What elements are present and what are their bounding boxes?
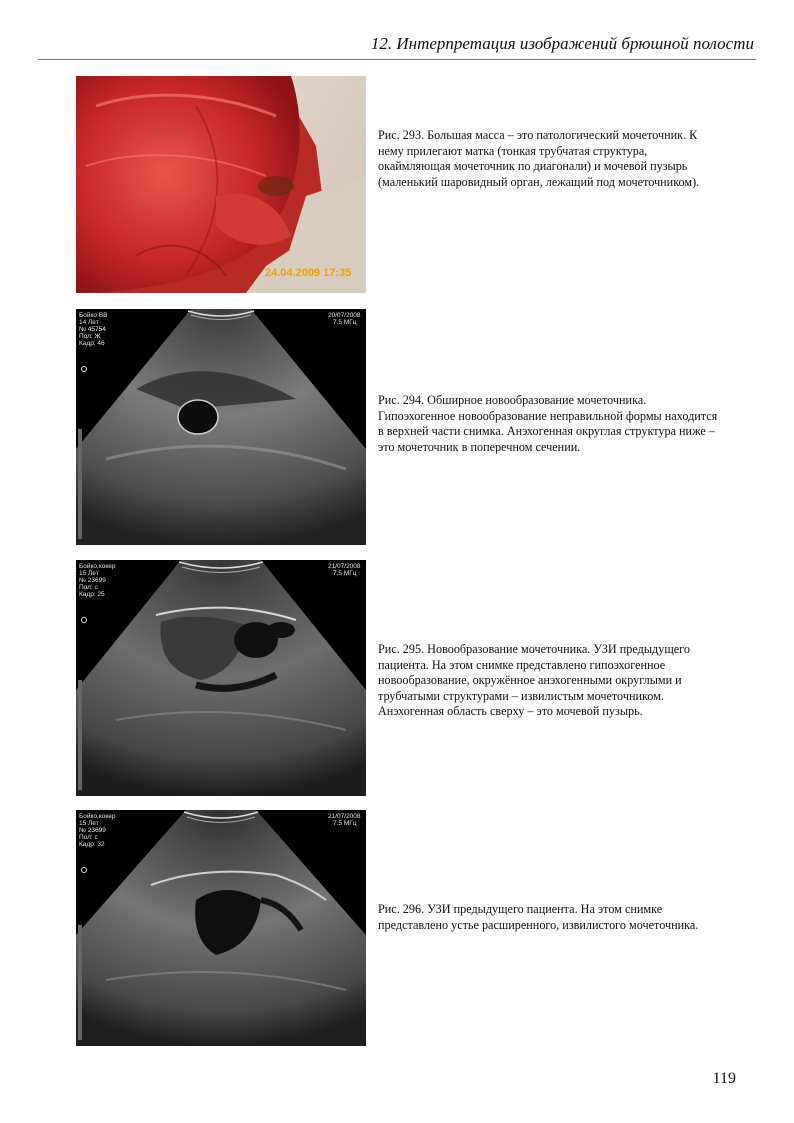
page-number: 119 [712, 1070, 736, 1087]
us-info-right-0: 21/07/2008 [328, 563, 361, 570]
us-info-left-2: № 23699 [79, 577, 106, 584]
us-info-left-1: 15 Лет [79, 820, 99, 827]
figure-296-ultrasound [76, 810, 366, 1046]
us-info-right-1: 7.5 МГц [333, 319, 357, 326]
us-info-left-4: Кадр: 25 [79, 591, 105, 598]
us-info-left-2: № 45754 [79, 326, 106, 333]
caption-294: Рис. 294. Обширное новообразование мочеточника. Гипоэхогенное новообразование неправильной формы находится в верхней части снимка. Анэхогенная округлая структура ниже – это мочеточник в поперечном сечении. [378, 393, 718, 454]
caption-295: Рис. 295. Новообразование мочеточника. УЗИ предыдущего пациента. На этом снимке представлено гипоэхогенное новообразование, окружённое анэхогенными округлыми и трубчатыми структурами – извилистым мочеточником. Анэхогенная область сверху – это мочевой пузырь. [378, 642, 690, 718]
us-info-right-1: 7.5 МГц [333, 820, 357, 827]
us-info-left-3: Пол: Ж [79, 333, 101, 340]
us-info-right-0: 20/07/2008 [328, 312, 361, 319]
figure-294-ultrasound [76, 309, 366, 545]
us-info-right-0: 21/07/2008 [328, 813, 361, 820]
us-info-left-1: 14 Лет [79, 319, 99, 326]
us-info-right-1: 7.5 МГц [333, 570, 357, 577]
figure-293-photo [76, 76, 366, 293]
caption-293: Рис. 293. Большая масса – это патологический мочеточник. К нему прилегают матка (тонкая трубчатая структура, окаймляющая мочеточник по диагонали) и мочевой пузырь (маленький шаровидный орган, лежащий под мочеточником). [378, 128, 700, 189]
us-info-left-4: Кадр: 46 [79, 340, 105, 347]
us-info-left-0: Бойко,кокер [79, 813, 116, 820]
figure-295-ultrasound [76, 560, 366, 796]
us-info-left-3: Пол: с [79, 834, 98, 841]
us-info-left-0: Бойко,кокер [79, 563, 116, 570]
us-info-left-2: № 23699 [79, 827, 106, 834]
caption-296: Рис. 296. УЗИ предыдущего пациента. На этом снимке представлено устье расширенного, извилистого мочеточника. [378, 902, 699, 932]
us-info-left-1: 15 Лет [79, 570, 99, 577]
photo-timestamp: 24.04.2009 17:35 [265, 267, 352, 279]
chapter-title: 12. Интерпретация изображений брюшной полости [370, 34, 754, 53]
us-info-left-0: Бойко ВВ [79, 312, 108, 319]
us-info-left-3: Пол: с [79, 584, 98, 591]
us-info-left-4: Кадр: 32 [79, 841, 105, 848]
header-rule [38, 59, 756, 60]
